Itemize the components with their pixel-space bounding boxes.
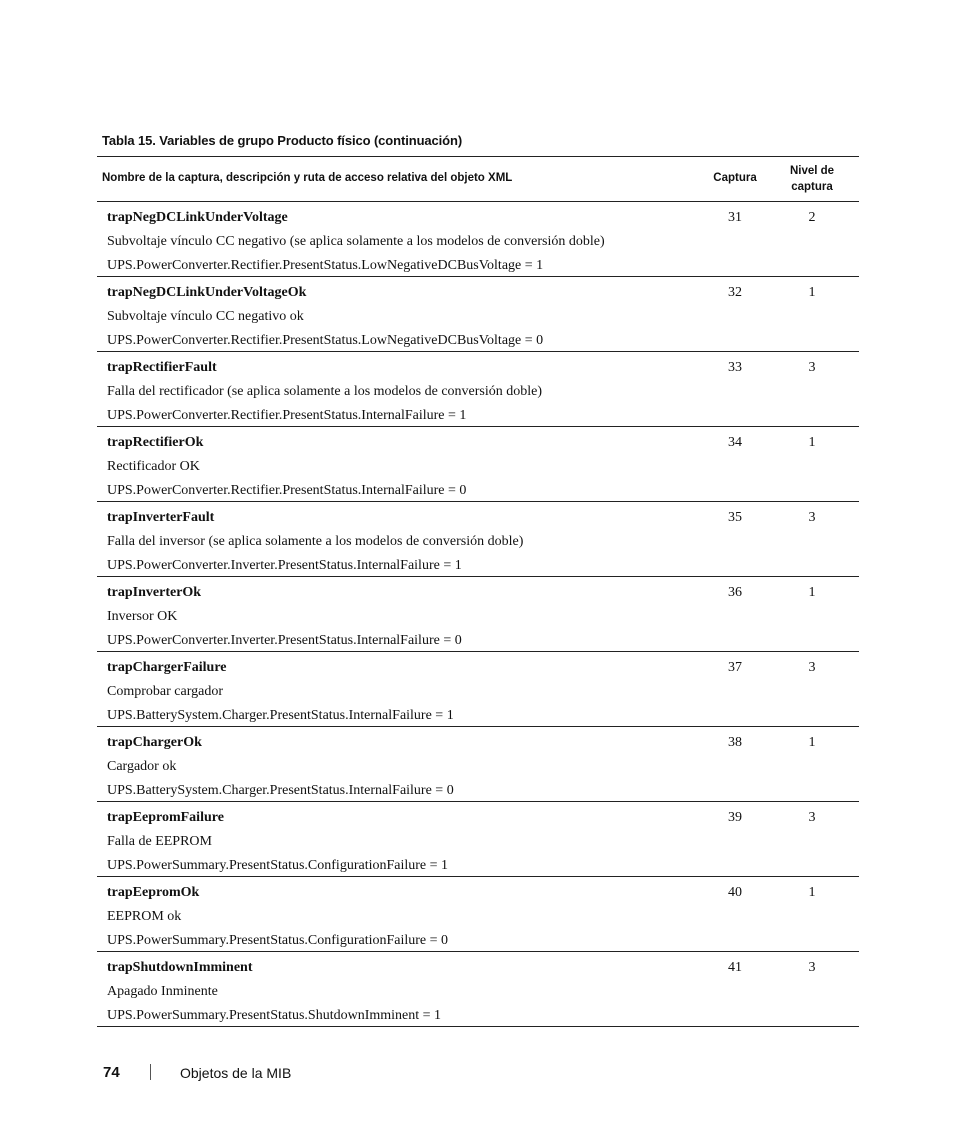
trap-name: trapInverterFault <box>107 510 215 525</box>
table-header <box>97 157 859 202</box>
trap-number: 35 <box>728 510 742 525</box>
trap-xml-path: UPS.PowerSummary.PresentStatus.ShutdownImminent = 1 <box>107 1008 442 1023</box>
trap-name: trapShutdownImminent <box>107 960 253 975</box>
cell-name-description-path <box>107 281 543 353</box>
trap-number: 37 <box>728 660 742 675</box>
footer-separator <box>150 1064 151 1080</box>
trap-description: Rectificador OK <box>107 459 200 474</box>
trap-level: 2 <box>808 210 816 225</box>
cell-name-description-path <box>107 881 448 953</box>
trap-description: Cargador ok <box>107 759 177 774</box>
trap-description: Falla del rectificador (se aplica solamente a los modelos de conversión doble) <box>107 384 543 399</box>
table-row <box>97 427 859 502</box>
trap-level: 1 <box>808 585 816 600</box>
trap-description: EEPROM ok <box>107 909 182 924</box>
trap-table <box>97 156 859 1027</box>
header-level-line2: captura <box>791 181 833 193</box>
table-row <box>97 802 859 877</box>
trap-name: trapEepromFailure <box>107 810 224 825</box>
trap-description: Falla de EEPROM <box>107 834 212 849</box>
trap-level: 1 <box>808 285 816 300</box>
trap-number: 39 <box>728 810 742 825</box>
table-row <box>97 727 859 802</box>
cell-name-description-path <box>107 581 462 653</box>
trap-number: 32 <box>728 285 742 300</box>
trap-xml-path: UPS.PowerConverter.Inverter.PresentStatus.InternalFailure = 1 <box>107 558 462 573</box>
header-level-line1: Nivel de <box>789 165 835 177</box>
trap-number: 33 <box>728 360 742 375</box>
table-row <box>97 952 859 1027</box>
trap-level: 3 <box>808 510 816 525</box>
trap-description: Comprobar cargador <box>107 684 223 699</box>
header-level <box>777 163 847 195</box>
table-row <box>97 352 859 427</box>
table-row <box>97 502 859 577</box>
header-trap: Captura <box>713 172 757 184</box>
trap-xml-path: UPS.PowerSummary.PresentStatus.ConfigurationFailure = 1 <box>107 858 449 873</box>
trap-number: 40 <box>728 885 742 900</box>
table-row <box>97 877 859 952</box>
footer-section-title: Objetos de la MIB <box>180 1065 292 1081</box>
cell-name-description-path <box>107 656 454 728</box>
trap-level: 1 <box>808 435 816 450</box>
cell-name-description-path <box>107 431 466 503</box>
table-row <box>97 277 859 352</box>
table-row <box>97 652 859 727</box>
trap-number: 41 <box>728 960 742 975</box>
trap-number: 34 <box>728 435 742 450</box>
trap-description: Inversor OK <box>107 609 178 624</box>
cell-name-description-path <box>107 731 454 803</box>
trap-name: trapRectifierOk <box>107 435 204 450</box>
trap-xml-path: UPS.BatterySystem.Charger.PresentStatus.InternalFailure = 1 <box>107 708 454 723</box>
trap-xml-path: UPS.PowerSummary.PresentStatus.ConfigurationFailure = 0 <box>107 933 449 948</box>
trap-number: 31 <box>728 210 742 225</box>
trap-number: 36 <box>728 585 742 600</box>
trap-xml-path: UPS.PowerConverter.Rectifier.PresentStatus.InternalFailure = 1 <box>107 408 467 423</box>
trap-xml-path: UPS.PowerConverter.Rectifier.PresentStatus.LowNegativeDCBusVoltage = 1 <box>107 258 544 273</box>
header-name: Nombre de la captura, descripción y ruta de acceso relativa del objeto XML <box>102 172 513 184</box>
trap-xml-path: UPS.PowerConverter.Inverter.PresentStatus.InternalFailure = 0 <box>107 633 462 648</box>
trap-level: 1 <box>808 735 816 750</box>
trap-xml-path: UPS.PowerConverter.Rectifier.PresentStatus.LowNegativeDCBusVoltage = 0 <box>107 333 544 348</box>
cell-name-description-path <box>107 206 605 278</box>
page-number: 74 <box>103 1064 120 1081</box>
trap-description: Subvoltaje vínculo CC negativo ok <box>107 309 304 324</box>
trap-xml-path: UPS.PowerConverter.Rectifier.PresentStatus.InternalFailure = 0 <box>107 483 467 498</box>
table-body <box>97 202 859 1027</box>
cell-name-description-path <box>107 506 523 578</box>
trap-name: trapInverterOk <box>107 585 202 600</box>
trap-level: 3 <box>808 660 816 675</box>
trap-description: Falla del inversor (se aplica solamente a los modelos de conversión doble) <box>107 534 524 549</box>
trap-description: Apagado Inminente <box>107 984 218 999</box>
trap-level: 3 <box>808 360 816 375</box>
trap-level: 3 <box>808 960 816 975</box>
trap-xml-path: UPS.BatterySystem.Charger.PresentStatus.InternalFailure = 0 <box>107 783 454 798</box>
trap-name: trapEepromOk <box>107 885 200 900</box>
trap-level: 3 <box>808 810 816 825</box>
trap-name: trapRectifierFault <box>107 360 217 375</box>
trap-name: trapChargerOk <box>107 735 202 750</box>
trap-name: trapNegDCLinkUnderVoltageOk <box>107 285 307 300</box>
trap-name: trapNegDCLinkUnderVoltage <box>107 210 288 225</box>
cell-name-description-path <box>107 806 448 878</box>
trap-description: Subvoltaje vínculo CC negativo (se aplica solamente a los modelos de conversión doble) <box>107 234 605 249</box>
table-row <box>97 202 859 277</box>
cell-name-description-path <box>107 356 542 428</box>
cell-name-description-path <box>107 956 441 1028</box>
table-title: Tabla 15. Variables de grupo Producto físico (continuación) <box>102 133 463 148</box>
table-row <box>97 577 859 652</box>
trap-level: 1 <box>808 885 816 900</box>
trap-number: 38 <box>728 735 742 750</box>
trap-name: trapChargerFailure <box>107 660 227 675</box>
